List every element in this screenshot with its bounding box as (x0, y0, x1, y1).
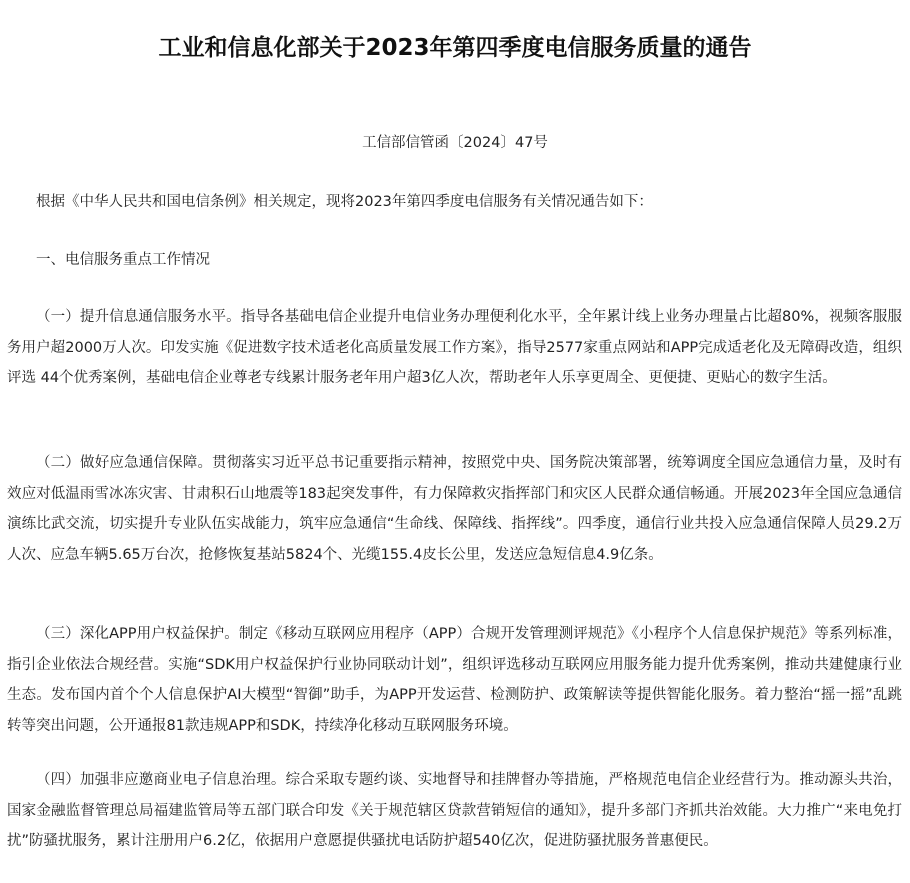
subsection-paragraph-3: （三）深化APP用户权益保护。制定《移动互联网应用程序（APP）合规开发管理测评规范》《小程序个人信息保护规范》等系列标准，指引企业依法合规经营。实施“SDK用户权益保护行业协同联动计划”，组织评选移动互联网应用服务能力提升优秀案例，推动共建健康行业生态。发布国内首个个人信息保护AI大模型“智御”助手，为APP开发运营、检测防护、政策解读等提供智能化服务。着力整治“摇一摇”乱跳转等突出问题，公开通报81款违规APP和SDK，持续净化移动互联网服务环境。 (7, 626, 902, 734)
section-heading: 一、电信服务重点工作情况 (36, 252, 210, 268)
subsection-paragraph-2: （二）做好应急通信保障。贯彻落实习近平总书记重要指示精神，按照党中央、国务院决策部署，统筹调度全国应急通信力量，及时有效应对低温雨雪冰冻灾害、甘肃积石山地震等183起突发事件，有力保障救灾指挥部门和灾区人民群众通信畅通。开展2023年全国应急通信演练比武交流，切实提升专业队伍实战能力，筑牢应急通信“生命线、保障线、指挥线”。四季度，通信行业共投入应急通信保障人员29.2万人次、应急车辆5.65万台次，抢修恢复基站5824个、光缆155.4皮长公里，发送应急短信息4.9亿条。 (7, 455, 902, 563)
intro-paragraph: 根据《中华人民共和国电信条例》相关规定，现将2023年第四季度电信服务有关情况通告如下： (36, 194, 653, 210)
subsection-paragraph-4: （四）加强非应邀商业电子信息治理。综合采取专题约谈、实地督导和挂牌督办等措施，严格规范电信企业经营行为。推动源头共治，国家金融监督管理总局福建监管局等五部门联合印发《关于规范辖区贷款营销短信的通知》，提升多部门齐抓共治效能。大力推广“来电免打扰”防骚扰服务，累计注册用户6.2亿，依据用户意愿提供骚扰电话防护超540亿次，促进防骚扰服务普惠便民。 (7, 772, 902, 849)
subsection-paragraph-1: （一）提升信息通信服务水平。指导各基础电信企业提升电信业务办理便利化水平，全年累计线上业务办理量占比超80%，视频客服服务用户超2000万人次。印发实施《促进数字技术适老化高质量发展工作方案》，指导2577家重点网站和APP完成适老化及无障碍改造，组织评选 44个优秀案例，基础电信企业尊老专线累计服务老年用户超3亿人次，帮助老年人乐享更周全、更便捷、更贴心的数字生活。 (7, 309, 902, 386)
document-number: 工信部信管函〔2024〕47号 (362, 135, 548, 151)
document-title: 工业和信息化部关于2023年第四季度电信服务质量的通告 (158, 35, 752, 61)
